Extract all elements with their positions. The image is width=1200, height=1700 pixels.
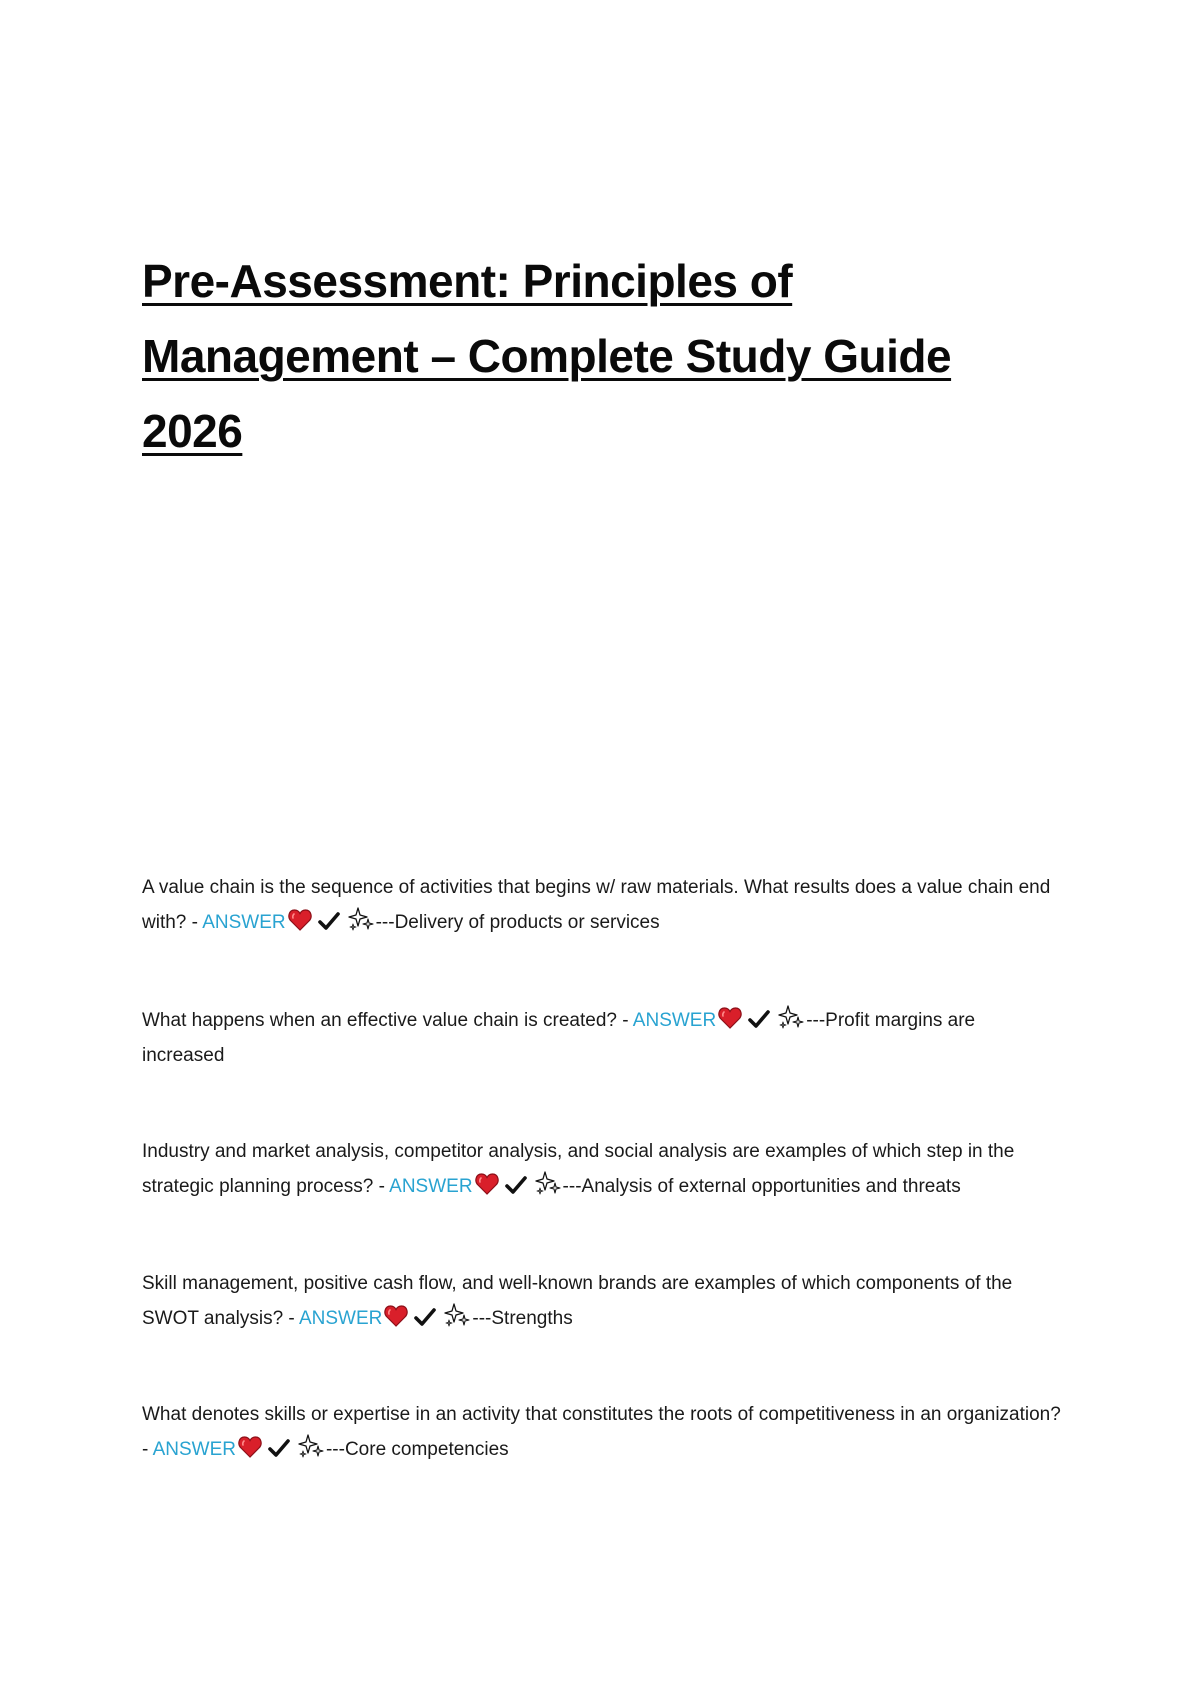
question-text: Industry and market analysis, competitor analysis, and social analysis are examples of which step in the strategic planning process? - [142, 1141, 1015, 1197]
check-icon [318, 911, 340, 931]
answer-label: ANSWER [202, 912, 286, 933]
sparkle-icon [444, 1303, 470, 1327]
question-text: Skill management, positive cash flow, and well-known brands are examples of which components of the SWOT analysis? - [142, 1273, 1013, 1329]
qa-item [142, 1003, 1062, 1073]
qa-item [142, 1134, 1062, 1204]
heart-icon [475, 1173, 499, 1195]
answer-label: ANSWER [632, 1010, 717, 1031]
qa-item [142, 870, 1062, 940]
sparkle-icon [778, 1005, 804, 1029]
sparkle-icon [348, 907, 374, 931]
answer-label: ANSWER [298, 1308, 383, 1329]
sparkle-icon [298, 1434, 324, 1458]
answer-text: ---Profit margins are increased [142, 1010, 976, 1066]
heart-icon [288, 909, 312, 931]
heart-icon [384, 1305, 408, 1327]
check-icon [414, 1307, 436, 1327]
answer-text: ---Core competencies [325, 1439, 509, 1460]
heart-icon [718, 1007, 742, 1029]
check-icon [268, 1438, 290, 1458]
question-text: What denotes skills or expertise in an activity that constitutes the roots of competitiveness in an organization? - [142, 1404, 1061, 1460]
heart-icon [238, 1436, 262, 1458]
answer-label: ANSWER [152, 1439, 236, 1460]
question-text: A value chain is the sequence of activities that begins w/ raw materials. What results does a value chain end with? - [142, 877, 1051, 933]
question-text: What happens when an effective value chain is created? - [142, 1010, 633, 1031]
qa-item [142, 1266, 1062, 1336]
sparkle-icon [535, 1171, 561, 1195]
page-title [142, 244, 1022, 469]
answer-text: ---Analysis of external opportunities and threats [562, 1176, 961, 1197]
answer-label: ANSWER [389, 1176, 473, 1197]
check-icon [748, 1009, 770, 1029]
qa-item [142, 1397, 1062, 1467]
answer-text: ---Strengths [472, 1308, 573, 1329]
answer-text: ---Delivery of products or services [375, 912, 660, 933]
page-title-text: Pre-Assessment: Principles of Management – Complete Study Guide 2026 [142, 255, 952, 457]
check-icon [505, 1175, 527, 1195]
